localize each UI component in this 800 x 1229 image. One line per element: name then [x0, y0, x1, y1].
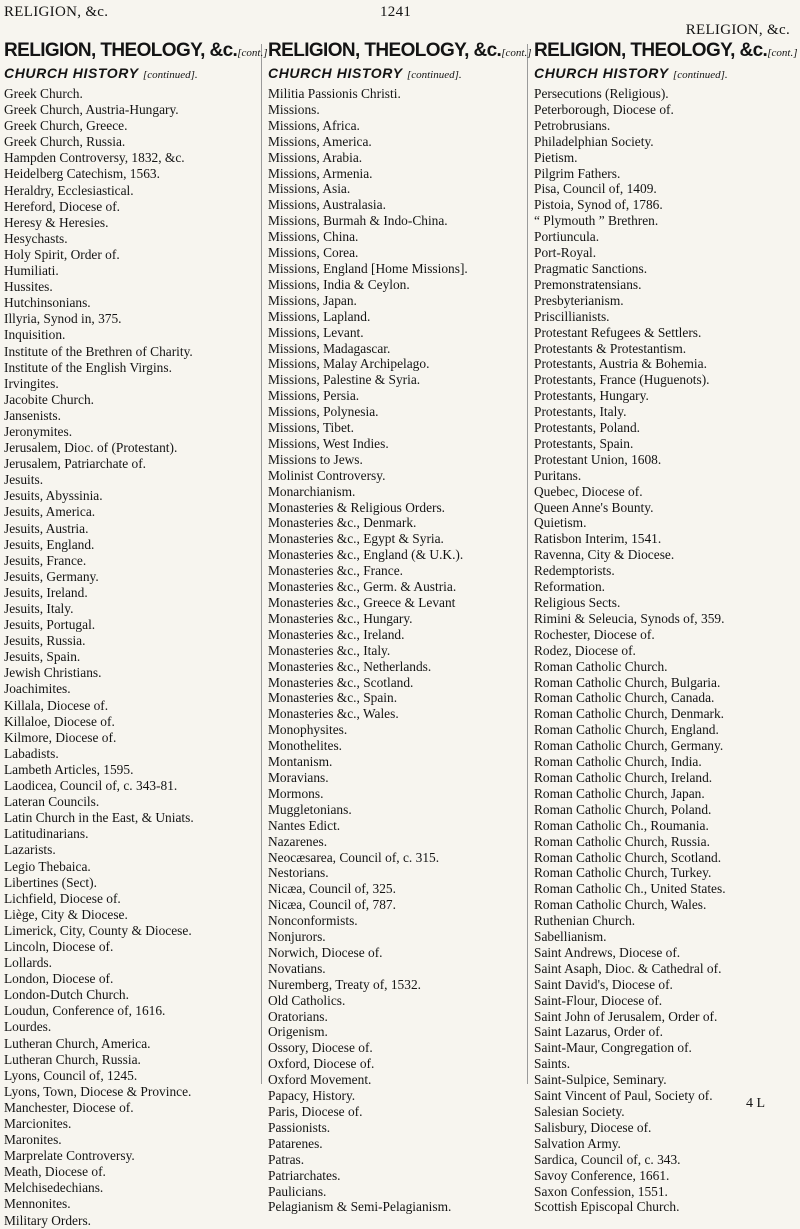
index-entry: Jesuits, Austria. — [4, 520, 89, 536]
index-entry: Jacobite Church. — [4, 391, 94, 407]
index-entry: Saint-Sulpice, Seminary. — [534, 1072, 667, 1088]
index-entry: Lollards. — [4, 955, 52, 971]
index-entry: Lourdes. — [4, 1019, 52, 1035]
index-entry: Missions, West Indies. — [268, 435, 389, 451]
index-entry: London, Diocese of. — [4, 971, 114, 987]
index-entry: Inquisition. — [4, 327, 66, 343]
index-entry: Monasteries &c., Netherlands. — [268, 658, 432, 674]
index-entry: Presbyterianism. — [534, 292, 624, 308]
index-entry: Missions, Australasia. — [268, 197, 386, 213]
index-entry: Labadists. — [4, 745, 59, 761]
page-number: 1241 — [380, 4, 412, 20]
index-entry: Missions, Tibet. — [268, 420, 354, 436]
index-entry: Roman Catholic Church, Germany. — [534, 738, 724, 754]
index-entry: Nicæa, Council of, 325. — [268, 881, 396, 897]
index-entry: Redemptorists. — [534, 563, 615, 579]
index-entry: Roman Catholic Church, Bulgaria. — [534, 674, 721, 690]
index-entry: Salesian Society. — [534, 1104, 625, 1119]
index-entry: Missions, America. — [268, 133, 372, 149]
index-entry: Missions, England [Home Missions]. — [268, 260, 468, 276]
index-entry: Monasteries &c., Scotland. — [268, 674, 414, 690]
index-entry: Patarenes. — [268, 1135, 323, 1151]
index-entry: Missions, Arabia. — [268, 149, 363, 165]
index-entry: Roman Catholic Ch., Roumania. — [534, 817, 709, 833]
index-entry: Missions, China. — [268, 229, 359, 245]
index-entry: Maronites. — [4, 1132, 62, 1148]
index-entry: Heresy & Heresies. — [4, 214, 109, 230]
index-entry: Protestants, Poland. — [534, 420, 641, 436]
index-entry: Roman Catholic Ch., United States. — [534, 881, 726, 897]
index-entry: Peterborough, Diocese of. — [534, 101, 674, 117]
entry-list — [4, 86, 256, 1229]
index-entry: Loudun, Conference of, 1616. — [4, 1003, 166, 1019]
index-entry: Kilmore, Diocese of. — [4, 729, 117, 745]
index-entry: Philadelphian Society. — [534, 133, 654, 149]
section-heading: RELIGION, THEOLOGY, &c.[cont.] — [268, 40, 532, 61]
index-entry: Protestants, Italy. — [534, 404, 627, 420]
index-entry: Montanism. — [268, 754, 333, 770]
index-entry: Patras. — [268, 1151, 305, 1167]
index-entry: Roman Catholic Church, India. — [534, 754, 702, 770]
index-entry: Roman Catholic Church, Poland. — [534, 801, 712, 817]
index-entry: Oxford Movement. — [268, 1072, 372, 1088]
index-entry: Missions, Madagascar. — [268, 340, 391, 356]
index-entry: Roman Catholic Church, Turkey. — [534, 865, 712, 881]
index-entry: Roman Catholic Church, Scotland. — [534, 849, 722, 865]
index-entry: Rodez, Diocese of. — [534, 642, 636, 658]
subsection-heading: CHURCH HISTORY [continued]. — [4, 65, 198, 81]
index-entry: Jesuits, America. — [4, 504, 96, 520]
index-entry: Protestants, Hungary. — [534, 388, 649, 404]
index-entry: Missions, Polynesia. — [268, 404, 379, 420]
index-entry: Greek Church, Greece. — [4, 118, 128, 134]
index-entry: Marcionites. — [4, 1116, 72, 1131]
index-entry: Pisa, Council of, 1409. — [534, 181, 657, 197]
column-rule — [261, 44, 262, 1084]
index-entry: Portiuncula. — [534, 229, 600, 245]
index-entry: Jesuits, Portugal. — [4, 617, 96, 633]
index-column-1 — [4, 40, 268, 1229]
index-entry: Roman Catholic Church, Wales. — [534, 897, 707, 913]
index-entry: Protestants & Protestantism. — [534, 340, 687, 356]
index-entry: Jerusalem, Dioc. of (Protestant). — [4, 440, 178, 456]
index-entry: Greek Church, Russia. — [4, 134, 126, 150]
index-entry: Lutheran Church, America. — [4, 1035, 151, 1051]
column-rule — [527, 44, 528, 1084]
index-entry: Lyons, Council of, 1245. — [4, 1067, 138, 1083]
index-entry: Old Catholics. — [268, 992, 346, 1008]
index-entry: Missions, India & Ceylon. — [268, 276, 410, 292]
index-entry: Patriarchates. — [268, 1167, 341, 1183]
index-entry: Protestants, Spain. — [534, 435, 634, 451]
index-entry: Joachimites. — [4, 681, 71, 697]
index-entry: Protestant Union, 1608. — [534, 451, 662, 467]
index-entry: Heidelberg Catechism, 1563. — [4, 166, 160, 182]
index-entry: Moravians. — [268, 769, 329, 785]
index-entry: Jesuits, Ireland. — [4, 584, 88, 600]
index-entry: Oratorians. — [268, 1008, 328, 1024]
index-entry: Quebec, Diocese of. — [534, 483, 643, 499]
index-entry: Monophysites. — [268, 722, 348, 738]
index-entry: Marprelate Controversy. — [4, 1148, 135, 1164]
index-entry: Saint John of Jerusalem, Order of. — [534, 1008, 718, 1024]
index-entry: Ratisbon Interim, 1541. — [534, 531, 662, 547]
index-entry: Saint-Maur, Congregation of. — [534, 1040, 692, 1056]
index-entry: Jesuits, France. — [4, 552, 87, 568]
index-entry: Lateran Councils. — [4, 794, 100, 810]
index-entry: Protestants, France (Huguenots). — [534, 372, 710, 388]
index-entry: Monasteries &c., Greece & Levant — [268, 595, 456, 610]
index-entry: Monarchianism. — [268, 483, 356, 499]
index-entry: Monothelites. — [268, 738, 343, 754]
running-head-right: RELIGION, &c. — [685, 22, 790, 38]
index-entry: Saint Andrews, Diocese of. — [534, 944, 681, 960]
index-entry: Premonstratensians. — [534, 276, 642, 292]
index-entry: Rimini & Seleucia, Synods of, 359. — [534, 610, 725, 626]
index-entry: Laodicea, Council of, c. 343-81. — [4, 778, 178, 794]
index-entry: Roman Catholic Church, Denmark. — [534, 706, 725, 722]
index-entry: Latitudinarians. — [4, 826, 89, 842]
index-entry: Missions, Asia. — [268, 181, 351, 197]
index-entry: Liège, City & Diocese. — [4, 906, 128, 922]
index-column-2 — [268, 40, 532, 1215]
index-entry: Nicæa, Council of, 787. — [268, 897, 396, 913]
index-entry: Monasteries &c., Germ. & Austria. — [268, 579, 457, 595]
index-entry: Saint Vincent of Paul, Society of. — [534, 1088, 713, 1104]
index-entry: Militia Passionis Christi. — [268, 86, 401, 101]
index-entry: Jesuits, Italy. — [4, 601, 74, 616]
index-entry: Muggletonians. — [268, 801, 352, 817]
index-entry: Missions, Armenia. — [268, 165, 373, 181]
index-entry: Salvation Army. — [534, 1135, 621, 1151]
index-entry: Hesychasts. — [4, 230, 68, 246]
index-entry: Nantes Edict. — [268, 817, 341, 833]
index-entry: Protestants, Austria & Bohemia. — [534, 356, 707, 372]
index-entry: Monasteries &c., Ireland. — [268, 626, 405, 642]
index-entry: Monasteries & Religious Orders. — [268, 499, 446, 515]
index-entry: Lazarists. — [4, 842, 56, 858]
subsection-heading: CHURCH HISTORY [continued]. — [534, 65, 728, 81]
index-entry: Monasteries &c., France. — [268, 563, 403, 579]
index-entry: Petrobrusians. — [534, 117, 611, 133]
signature-mark: 4 L — [746, 1096, 766, 1111]
entry-list — [268, 86, 520, 1215]
index-entry: Missions, Levant. — [268, 324, 364, 340]
index-entry: Greek Church, Austria-Hungary. — [4, 102, 179, 118]
index-entry: Lambeth Articles, 1595. — [4, 761, 134, 777]
index-entry: Salisbury, Diocese of. — [534, 1119, 652, 1135]
entry-list — [534, 86, 786, 1215]
index-entry: Jansenists. — [4, 407, 61, 423]
index-entry: Norwich, Diocese of. — [268, 944, 383, 960]
index-entry: Killala, Diocese of. — [4, 697, 109, 713]
index-entry: Reformation. — [534, 579, 606, 595]
index-entry: Libertines (Sect). — [4, 874, 97, 890]
index-entry: Pelagianism & Semi-Pelagianism. — [268, 1199, 452, 1215]
index-entry: Melchisedechians. — [4, 1180, 104, 1196]
index-entry: Papacy, History. — [268, 1088, 356, 1104]
index-entry: Missions, Burmah & Indo-China. — [268, 213, 448, 229]
index-entry: Roman Catholic Church, Russia. — [534, 833, 710, 849]
index-entry: Monasteries &c., Hungary. — [268, 610, 413, 626]
index-entry: Missions, Africa. — [268, 117, 360, 133]
index-entry: Hutchinsonians. — [4, 295, 91, 311]
index-entry: Priscillianists. — [534, 308, 610, 324]
index-entry: Missions, Malay Archipelago. — [268, 356, 430, 372]
index-entry: Quietism. — [534, 515, 587, 531]
index-entry: Saint Asaph, Dioc. & Cathedral of. — [534, 960, 722, 976]
index-entry: Limerick, City, County & Diocese. — [4, 922, 192, 938]
index-entry: Illyria, Synod in, 375. — [4, 311, 122, 327]
index-entry: Hussites. — [4, 279, 53, 295]
index-entry: Missions, Palestine & Syria. — [268, 372, 421, 388]
index-entry: Nonjurors. — [268, 929, 326, 945]
index-entry: Greek Church. — [4, 86, 83, 101]
index-entry: Monasteries &c., Italy. — [268, 642, 391, 658]
index-entry: “ Plymouth ” Brethren. — [534, 213, 659, 229]
index-entry: Lincoln, Diocese of. — [4, 938, 114, 954]
index-entry: Ruthenian Church. — [534, 913, 636, 929]
index-entry: Puritans. — [534, 467, 582, 483]
section-heading: RELIGION, THEOLOGY, &c.[cont.] — [4, 40, 268, 61]
index-entry: Pietism. — [534, 149, 578, 165]
index-entry: Jesuits, England. — [4, 536, 95, 552]
index-entry: Jesuits, Russia. — [4, 633, 86, 649]
index-entry: Port-Royal. — [534, 245, 597, 261]
index-entry: Saint David's, Diocese of. — [534, 976, 673, 992]
index-entry: Molinist Controversy. — [268, 467, 386, 483]
index-entry: Savoy Conference, 1661. — [534, 1167, 670, 1183]
index-entry: Hereford, Diocese of. — [4, 198, 120, 214]
index-entry: Jesuits, Spain. — [4, 649, 81, 665]
index-entry: Saxon Confession, 1551. — [534, 1183, 668, 1199]
index-entry: Novatians. — [268, 960, 326, 976]
index-entry: Meath, Diocese of. — [4, 1164, 106, 1180]
index-entry: Roman Catholic Church. — [534, 658, 668, 674]
index-entry: Roman Catholic Church, England. — [534, 722, 719, 738]
index-entry: Queen Anne's Bounty. — [534, 499, 654, 515]
index-entry: Humiliati. — [4, 263, 59, 279]
index-entry: Persecutions (Religious). — [534, 86, 669, 101]
index-entry: Mormons. — [268, 785, 324, 801]
index-entry: Latin Church in the East, & Uniats. — [4, 810, 194, 826]
index-column-3 — [534, 40, 798, 1215]
index-entry: Monasteries &c., Wales. — [268, 706, 399, 722]
index-entry: Manchester, Diocese of. — [4, 1099, 134, 1115]
index-entry: Lyons, Town, Diocese & Province. — [4, 1083, 192, 1099]
index-entry: Passionists. — [268, 1119, 331, 1135]
index-entry: Jesuits, Germany. — [4, 568, 99, 584]
index-entry: Mennonites. — [4, 1196, 71, 1212]
index-entry: Pistoia, Synod of, 1786. — [534, 197, 663, 213]
index-entry: Killaloe, Diocese of. — [4, 713, 115, 729]
index-entry: Military Orders. — [4, 1212, 92, 1228]
index-entry: Jesuits, Abyssinia. — [4, 488, 103, 504]
index-entry: London-Dutch Church. — [4, 987, 129, 1003]
index-entry: Monasteries &c., Denmark. — [268, 515, 417, 531]
index-entry: Institute of the English Virgins. — [4, 359, 172, 375]
index-entry: Irvingites. — [4, 375, 59, 391]
index-entry: Pragmatic Sanctions. — [534, 260, 648, 276]
index-entry: Paris, Diocese of. — [268, 1104, 363, 1119]
index-entry: Monasteries &c., Spain. — [268, 690, 398, 706]
index-entry: Legio Thebaica. — [4, 858, 91, 874]
index-entry: Missions, Persia. — [268, 388, 360, 404]
index-entry: Missions, Corea. — [268, 245, 359, 261]
index-entry: Jewish Christians. — [4, 665, 102, 681]
index-entry: Nuremberg, Treaty of, 1532. — [268, 976, 421, 992]
section-heading: RELIGION, THEOLOGY, &c.[cont.] — [534, 40, 798, 61]
index-entry: Jesuits. — [4, 472, 44, 488]
index-entry: Saint Lazarus, Order of. — [534, 1024, 664, 1040]
index-entry: Heraldry, Ecclesiastical. — [4, 182, 134, 198]
index-entry: Roman Catholic Church, Japan. — [534, 785, 705, 801]
index-entry: Sardica, Council of, c. 343. — [534, 1151, 681, 1167]
index-entry: Saints. — [534, 1056, 571, 1072]
index-entry: Hampden Controversy, 1832, &c. — [4, 150, 185, 166]
index-entry: Missions. — [268, 101, 320, 117]
index-entry: Nazarenes. — [268, 833, 328, 849]
index-entry: Jerusalem, Patriarchate of. — [4, 456, 147, 472]
index-entry: Missions, Japan. — [268, 292, 357, 308]
index-entry: Saint-Flour, Diocese of. — [534, 992, 663, 1008]
index-entry: Origenism. — [268, 1024, 328, 1040]
index-entry: Institute of the Brethren of Charity. — [4, 343, 193, 359]
index-entry: Nestorians. — [268, 865, 329, 881]
index-entry: Roman Catholic Church, Canada. — [534, 690, 715, 706]
index-entry: Ravenna, City & Diocese. — [534, 547, 675, 563]
index-entry: Lichfield, Diocese of. — [4, 890, 121, 906]
index-entry: Monasteries &c., England (& U.K.). — [268, 547, 464, 563]
index-entry: Neocæsarea, Council of, c. 315. — [268, 849, 440, 865]
subsection-heading: CHURCH HISTORY [continued]. — [268, 65, 462, 81]
index-entry: Jeronymites. — [4, 423, 73, 439]
index-entry: Holy Spirit, Order of. — [4, 246, 120, 262]
index-entry: Rochester, Diocese of. — [534, 626, 655, 642]
index-entry: Sabellianism. — [534, 929, 607, 945]
running-head-left: RELIGION, &c. — [4, 4, 109, 20]
index-entry: Roman Catholic Church, Ireland. — [534, 769, 713, 785]
index-entry: Oxford, Diocese of. — [268, 1056, 375, 1072]
index-entry: Monasteries &c., Egypt & Syria. — [268, 531, 444, 547]
index-entry: Protestant Refugees & Settlers. — [534, 324, 702, 340]
index-entry: Scottish Episcopal Church. — [534, 1199, 680, 1215]
index-entry: Missions to Jews. — [268, 451, 363, 467]
index-entry: Paulicians. — [268, 1183, 327, 1199]
index-entry: Lutheran Church, Russia. — [4, 1051, 141, 1067]
index-entry: Religious Sects. — [534, 595, 621, 610]
index-entry: Pilgrim Fathers. — [534, 165, 621, 181]
index-entry: Nonconformists. — [268, 913, 358, 929]
index-entry: Ossory, Diocese of. — [268, 1040, 373, 1056]
index-entry: Missions, Lapland. — [268, 308, 371, 324]
